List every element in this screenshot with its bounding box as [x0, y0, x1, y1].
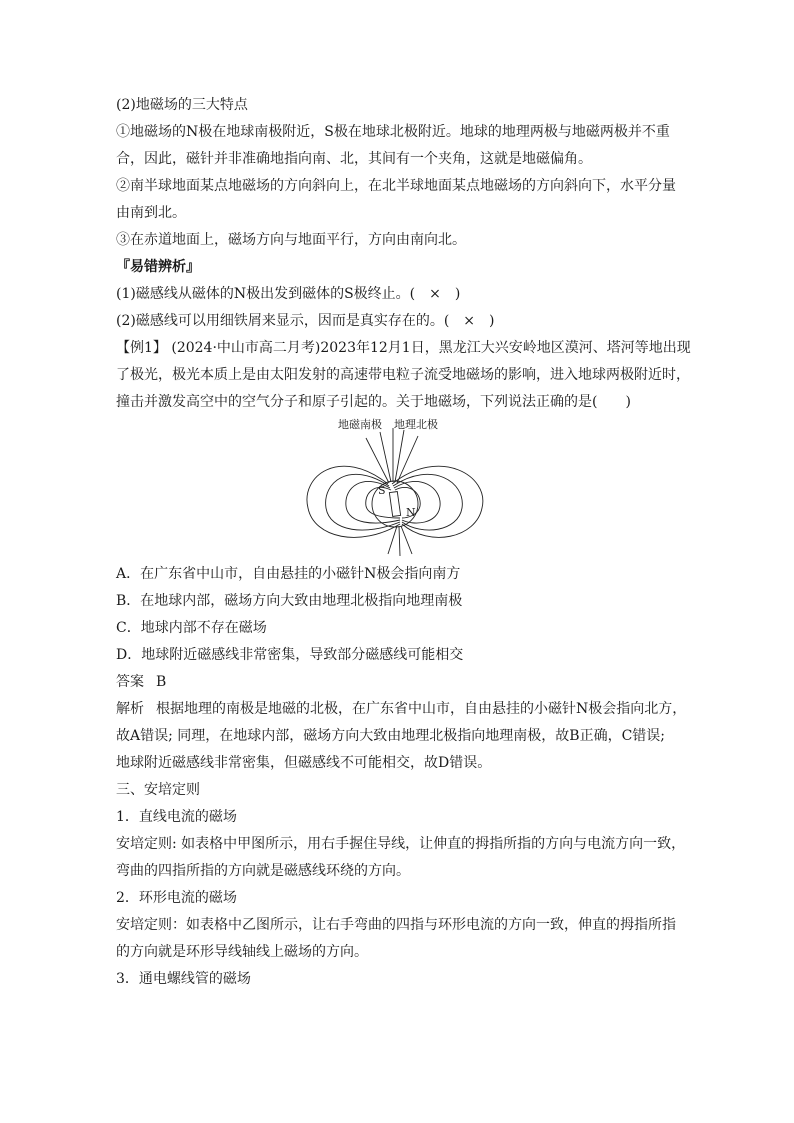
answer-line [116, 669, 686, 696]
error-item-2: (2)磁感线可以用细铁屑来显示，因而是真实存在的。( × ) [116, 313, 495, 329]
analysis-text-1: 根据地理的南极是地磁的北极，在广东省中山市，自由悬挂的小磁针N极会指向北方， [156, 701, 687, 717]
example-line2: 了极光，极光本质上是由太阳发射的高速带电粒子流受地磁场的影响，进入地球两极附近时， [116, 367, 690, 383]
field-line [388, 526, 397, 554]
example-line3: 撞击并激发高空中的空气分子和原子引起的。关于地磁场，下列说法正确的是( ) [116, 394, 631, 410]
subsection2-line1: 安培定则：如表格中乙图所示，让右手弯曲的四指与环形电流的方向一致，伸直的拇指所指 [116, 917, 676, 933]
section3-heading: 三、安培定则 [116, 782, 200, 798]
subsection1-title: 1．直线电流的磁场 [116, 809, 237, 825]
field-line [392, 466, 483, 537]
subsection1-line1: 安培定则: 如表格中甲图所示，用右手握住导线，让伸直的拇指所指的方向与电流方向一致， [116, 836, 686, 852]
option-b: B．在地球内部，磁场方向大致由地理北极指向地理南极 [116, 593, 463, 609]
answer-label: 答案 [116, 674, 144, 690]
analysis-line1 [116, 696, 686, 723]
field-lines-diagram [300, 416, 490, 561]
pole-n-label: N [406, 506, 416, 519]
option-c: C．地球内部不存在磁场 [116, 620, 267, 636]
pole-s-label: S [378, 484, 386, 497]
subsection2-title: 2．环形电流的磁场 [116, 890, 237, 906]
answer-value: B [156, 674, 167, 690]
bar-magnet [389, 492, 400, 517]
feature1-line2: 合，因此，磁针并非准确地指向南、北，其间有一个夹角，这就是地磁偏角。 [116, 151, 592, 167]
example-line1: 【例1】 (2024·中山市高二月考)2023年12月1日，黑龙江大兴安岭地区漠河、塔河等地出现 [116, 340, 691, 356]
feature3: ③在赤道地面上，磁场方向与地面平行，方向由南向北。 [116, 232, 466, 248]
feature1-line1: ①地磁场的N极在地球南极附近，S极在地球北极附近。地球的地理两极与地磁两极并不重 [116, 124, 670, 140]
option-a: A．在广东省中山市，自由悬挂的小磁针N极会指向南方 [116, 566, 461, 582]
option-d: D．地球附近磁感线非常密集，导致部分磁感线可能相交 [116, 647, 464, 663]
analysis-line2: 故A错误; 同理，在地球内部，磁场方向大致由地理北极指向地理南极，故B正确，C错误; [116, 728, 665, 744]
label-geographic-north: 地理北极 [394, 418, 438, 431]
subsection2-line2: 的方向就是环形导线轴线上磁场的方向。 [116, 944, 368, 960]
subsection3-title: 3．通电螺线管的磁场 [116, 971, 251, 987]
field-line [380, 432, 391, 482]
error-item-1: (1)磁感线从磁体的N极出发到磁体的S极终止。( × ) [116, 286, 461, 302]
analysis-label: 解析 [116, 701, 144, 717]
field-line [399, 526, 400, 556]
feature2-line1: ②南半球地面某点地磁场的方向斜向上，在北半球地面某点地磁场的方向斜向下，水平分量 [116, 178, 676, 194]
field-line [395, 430, 404, 482]
label-geomagnetic-south: 地磁南极 [338, 418, 382, 431]
earth-magnetic-field-figure [300, 416, 490, 561]
analysis-line3: 地球附近磁感线非常密集，但磁感线不可能相交，故D错误。 [116, 755, 492, 771]
page-content [116, 92, 691, 993]
subsection1-line2: 弯曲的四指所指的方向就是磁感线环绕的方向。 [116, 863, 410, 879]
section2-heading: (2)地磁场的三大特点 [116, 97, 248, 113]
feature2-line2: 由南到北。 [116, 205, 186, 221]
errors-title: 『易错辨析』 [116, 259, 200, 275]
